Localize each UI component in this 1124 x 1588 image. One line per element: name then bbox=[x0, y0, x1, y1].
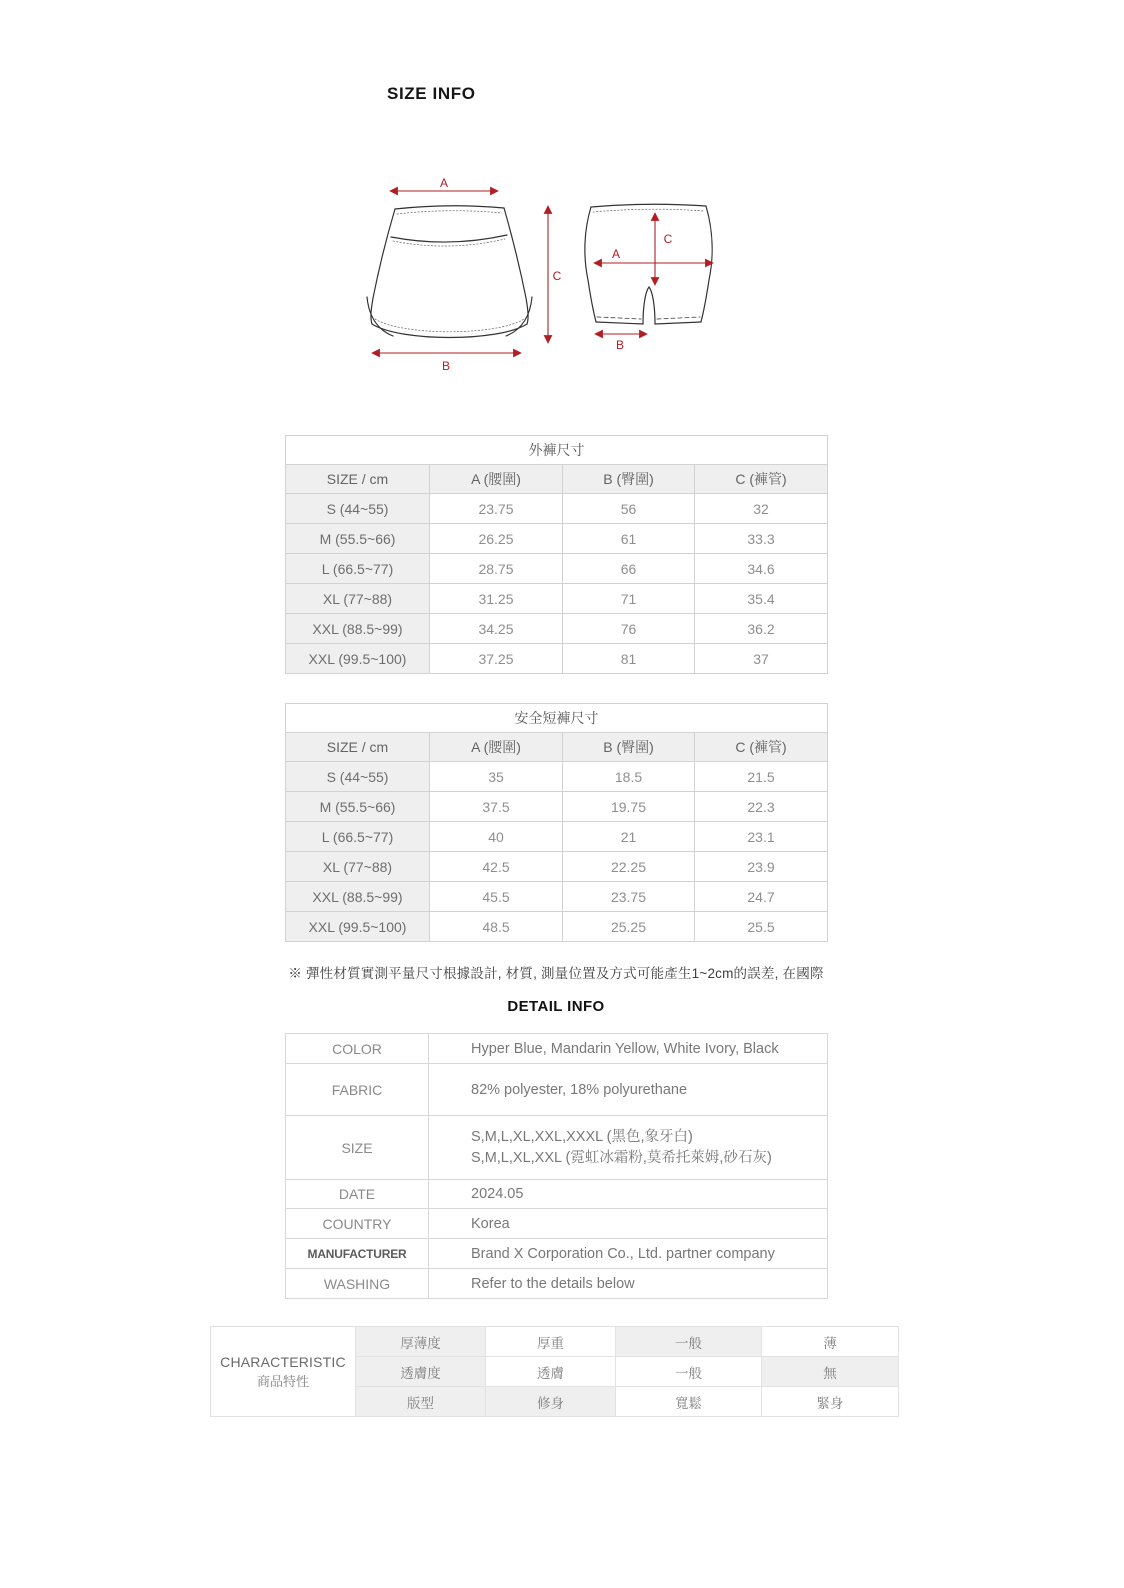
table-row bbox=[286, 1209, 828, 1239]
measure-value: 48.5 bbox=[430, 912, 563, 942]
table-row bbox=[286, 792, 828, 822]
measure-value: 21 bbox=[563, 822, 695, 852]
characteristic-title-en: CHARACTERISTIC bbox=[220, 1353, 346, 1370]
option-cell: 一般 bbox=[616, 1327, 762, 1357]
measure-value: 25.5 bbox=[695, 912, 828, 942]
column-header: C (褲管) bbox=[695, 733, 828, 762]
measure-value: 19.75 bbox=[563, 792, 695, 822]
measure-value: 23.9 bbox=[695, 852, 828, 882]
option-cell: 一般 bbox=[616, 1357, 762, 1387]
safety-shorts-drawing bbox=[585, 204, 712, 324]
attribute-label: 版型 bbox=[356, 1387, 486, 1417]
measure-value: 23.75 bbox=[563, 882, 695, 912]
size-label: XXL (99.5~100) bbox=[286, 912, 430, 942]
size-label: XXL (99.5~100) bbox=[286, 644, 430, 674]
measure-value: 26.25 bbox=[430, 524, 563, 554]
option-cell: 厚重 bbox=[486, 1327, 616, 1357]
column-header: A (腰圍) bbox=[430, 733, 563, 762]
detail-label: COUNTRY bbox=[286, 1209, 429, 1239]
measure-value: 25.25 bbox=[563, 912, 695, 942]
detail-label: COLOR bbox=[286, 1034, 429, 1064]
attribute-label: 透膚度 bbox=[356, 1357, 486, 1387]
option-cell: 透膚 bbox=[486, 1357, 616, 1387]
measure-value: 37.25 bbox=[430, 644, 563, 674]
detail-label: FABRIC bbox=[286, 1064, 429, 1116]
measure-value: 35 bbox=[430, 762, 563, 792]
option-cell: 薄 bbox=[762, 1327, 899, 1357]
size-label: S (44~55) bbox=[286, 494, 430, 524]
detail-value: 2024.05 bbox=[429, 1180, 828, 1209]
table-row bbox=[286, 584, 828, 614]
detail-label: MANUFACTURER bbox=[286, 1239, 429, 1269]
measure-value: 36.2 bbox=[695, 614, 828, 644]
measure-value: 45.5 bbox=[430, 882, 563, 912]
measure-value: 23.75 bbox=[430, 494, 563, 524]
table-row bbox=[286, 882, 828, 912]
measure-value: 66 bbox=[563, 554, 695, 584]
column-header: SIZE / cm bbox=[286, 465, 430, 494]
measure-value: 21.5 bbox=[695, 762, 828, 792]
table-row bbox=[286, 852, 828, 882]
detail-value: 82% polyester, 18% polyurethane bbox=[429, 1064, 828, 1116]
measurement-diagram bbox=[338, 158, 778, 388]
detail-value: Korea bbox=[429, 1209, 828, 1239]
outer-width-b-label: B bbox=[441, 359, 451, 373]
size-label: L (66.5~77) bbox=[286, 554, 430, 584]
detail-label: WASHING bbox=[286, 1269, 429, 1299]
table-row bbox=[286, 614, 828, 644]
column-header: SIZE / cm bbox=[286, 733, 430, 762]
characteristic-table bbox=[210, 1326, 899, 1417]
table-row bbox=[286, 912, 828, 942]
table-row bbox=[286, 644, 828, 674]
option-cell: 緊身 bbox=[762, 1387, 899, 1417]
measure-value: 28.75 bbox=[430, 554, 563, 584]
outer-width-a-label: A bbox=[439, 176, 449, 190]
detail-value: Hyper Blue, Mandarin Yellow, White Ivory, Black bbox=[429, 1034, 828, 1064]
measure-value: 37.5 bbox=[430, 792, 563, 822]
table-row bbox=[286, 494, 828, 524]
column-header: A (腰圍) bbox=[430, 465, 563, 494]
table-row bbox=[286, 822, 828, 852]
measure-value: 18.5 bbox=[563, 762, 695, 792]
outer-table-title: 外褲尺寸 bbox=[286, 436, 828, 465]
option-cell: 無 bbox=[762, 1357, 899, 1387]
measure-value: 35.4 bbox=[695, 584, 828, 614]
outer-shorts-drawing bbox=[367, 206, 532, 338]
safety-table-title: 安全短褲尺寸 bbox=[286, 704, 828, 733]
table-row bbox=[286, 1180, 828, 1209]
safety-leg-b-label: B bbox=[615, 338, 625, 352]
detail-value: Refer to the details below bbox=[429, 1269, 828, 1299]
outer-height-c-label: C bbox=[552, 269, 562, 283]
detail-label: DATE bbox=[286, 1180, 429, 1209]
measure-value: 81 bbox=[563, 644, 695, 674]
measure-value: 40 bbox=[430, 822, 563, 852]
table-row bbox=[286, 1239, 828, 1269]
size-label: XXL (88.5~99) bbox=[286, 882, 430, 912]
measure-value: 37 bbox=[695, 644, 828, 674]
size-label: L (66.5~77) bbox=[286, 822, 430, 852]
detail-value: Brand X Corporation Co., Ltd. partner company bbox=[429, 1239, 828, 1269]
size-label: M (55.5~66) bbox=[286, 524, 430, 554]
safety-width-a-label: A bbox=[611, 247, 621, 261]
measure-value: 71 bbox=[563, 584, 695, 614]
detail-info-heading: DETAIL INFO bbox=[507, 998, 605, 1015]
table-row bbox=[211, 1327, 899, 1357]
option-cell: 寬鬆 bbox=[616, 1387, 762, 1417]
characteristic-title-zh: 商品特性 bbox=[256, 1373, 309, 1389]
table-row bbox=[286, 762, 828, 792]
safety-shorts-size-table bbox=[285, 703, 828, 942]
measurement-tolerance-note: ※ 彈性材質實測平量尺寸根據設計, 材質, 測量位置及方式可能產生1~2cm的誤差, 在國際 bbox=[288, 966, 824, 981]
measure-value: 24.7 bbox=[695, 882, 828, 912]
detail-info-table bbox=[285, 1033, 828, 1299]
detail-value bbox=[429, 1116, 828, 1180]
size-label: XL (77~88) bbox=[286, 584, 430, 614]
table-row bbox=[286, 524, 828, 554]
option-cell: 修身 bbox=[486, 1387, 616, 1417]
measure-value: 34.6 bbox=[695, 554, 828, 584]
measure-value: 31.25 bbox=[430, 584, 563, 614]
characteristic-header-cell bbox=[211, 1327, 356, 1417]
measure-value: 22.25 bbox=[563, 852, 695, 882]
size-label: XXL (88.5~99) bbox=[286, 614, 430, 644]
outer-shorts-size-table bbox=[285, 435, 828, 674]
shorts-diagram-illustration bbox=[338, 158, 778, 388]
size-info-heading: SIZE INFO bbox=[387, 84, 476, 103]
column-header: B (臀圍) bbox=[563, 733, 695, 762]
table-row bbox=[286, 1034, 828, 1064]
size-line-dark-colors: S,M,L,XL,XXL,XXXL (黑色,象牙白) bbox=[471, 1128, 693, 1145]
measure-value: 22.3 bbox=[695, 792, 828, 822]
table-row bbox=[286, 1269, 828, 1299]
size-label: M (55.5~66) bbox=[286, 792, 430, 822]
measure-value: 33.3 bbox=[695, 524, 828, 554]
measure-value: 56 bbox=[563, 494, 695, 524]
table-row bbox=[286, 1064, 828, 1116]
safety-height-c-label: C bbox=[663, 232, 673, 246]
measure-value: 34.25 bbox=[430, 614, 563, 644]
table-row bbox=[286, 1116, 828, 1180]
measure-value: 76 bbox=[563, 614, 695, 644]
dimension-arrows bbox=[372, 191, 713, 353]
size-line-light-colors: S,M,L,XL,XXL (霓虹冰霜粉,莫希托萊姆,砂石灰) bbox=[471, 1149, 772, 1166]
measure-value: 61 bbox=[563, 524, 695, 554]
size-label: XL (77~88) bbox=[286, 852, 430, 882]
measure-value: 42.5 bbox=[430, 852, 563, 882]
column-header: B (臀圍) bbox=[563, 465, 695, 494]
measure-value: 32 bbox=[695, 494, 828, 524]
size-label: S (44~55) bbox=[286, 762, 430, 792]
measure-value: 23.1 bbox=[695, 822, 828, 852]
column-header: C (褲管) bbox=[695, 465, 828, 494]
detail-label: SIZE bbox=[286, 1116, 429, 1180]
table-row bbox=[286, 554, 828, 584]
attribute-label: 厚薄度 bbox=[356, 1327, 486, 1357]
